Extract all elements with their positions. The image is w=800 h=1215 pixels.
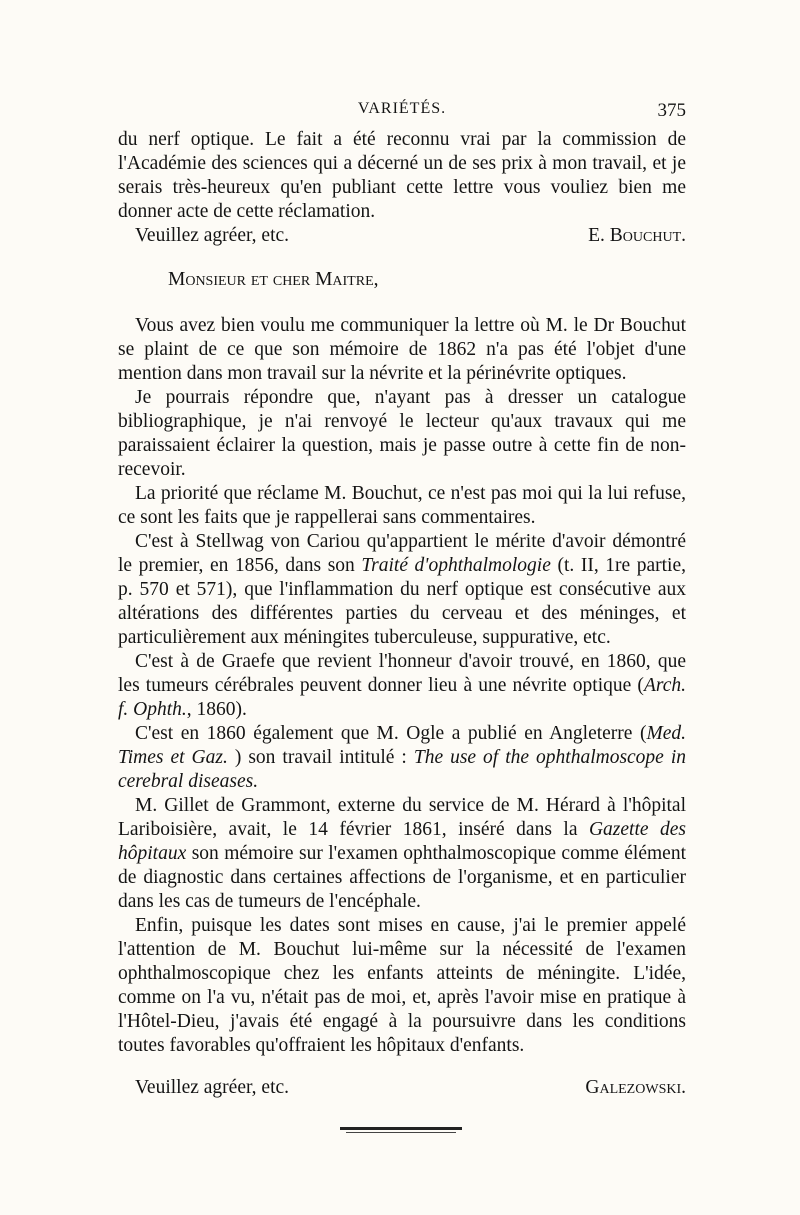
letter1-signature: E. Bouchut. [588,225,686,246]
letter2-signature: Galezowski. [585,1077,686,1098]
letter1-paragraph: du nerf optique. Le fait a été reconnu vrai par la commission de l'Académie des sciences qui a décerné un de ses prix à mon travail, et je serais très-heureux qu'en publiant cette lettre vous vouliez bien me donner acte de cette réclamation. [118,129,686,222]
letter1-closing-line [118,224,686,248]
letter2-paragraph-2: Je pourrais répondre que, n'ayant pas à dresser un catalogue bibliographique, je n'ai renvoyé le lecteur qu'aux travaux qui me paraissaient éclairer la question, mais je passe outre à cette fin de non-recevoir. [118,387,686,480]
letter2-paragraph-6 [118,722,686,794]
p4-text-a: C'est à Stellwag von Cariou qu'appartient le mérite d'avoir démontré le premier, en 1856, dans son [118,531,686,576]
letter2-paragraph-3: La priorité que réclame M. Bouchut, ce n'est pas moi qui la lui refuse, ce sont les faits que je rappellerai sans commentaires. [118,483,686,528]
p6-work-title: The use of the ophthalmoscope in cerebral diseases. [118,747,686,792]
p5-citation: Arch. f. Ophth. [118,675,686,720]
letter2-paragraph-8: Enfin, puisque les dates sont mises en cause, j'ai le premier appelé l'attention de M. Bouchut lui-même sur la nécessité de l'examen ophthalmoscopique chez les enfants atteints de méningite. L'idée, comme on l'a vu, n'était pas de moi, et, après l'avoir mise en pratique à l'Hôtel-Dieu, j'avais été engagé à la poursuivre dans les conditions toutes favorables qu'offraient les hôpitaux d'enfants. [118,915,686,1056]
page-body [118,128,686,1100]
letter2-closing-line [118,1076,686,1100]
p4-citation: Traité d'ophthalmologie [361,555,551,576]
p4-text-c: (t. II, 1re partie, p. 570 et 571), que l'inflammation du nerf optique est consécutive aux altérations des différentes parties du cerveau et des méninges, et particulièrement aux méningites tuberculeuse, suppurative, etc. [118,555,687,648]
p6-citation: Med. Times et Gaz. [118,723,686,768]
letter2-paragraph-4 [118,530,686,650]
p7-text-a: M. Gillet de Grammont, externe du service de M. Hérard à l'hôpital Lariboisière, avait, le 14 février 1861, inséré dans la [118,795,686,840]
letter2-salutation: Monsieur et cher Maitre, [168,269,379,290]
p7-citation: Gazette des hôpitaux [118,819,686,864]
letter2-paragraph-5 [118,650,686,722]
letter2-paragraph-1: Vous avez bien voulu me communiquer la lettre où M. le Dr Bouchut se plaint de ce que son mémoire de 1862 n'a pas été l'objet d'une mention dans mon travail sur la névrite et la périnévrite optiques. [118,315,686,384]
p5-text-c: , 1860). [186,699,247,720]
page-number: 375 [657,100,686,121]
running-title: VARIÉTÉS. [357,100,447,117]
letter2-closing: Veuillez agréer, etc. [135,1077,290,1098]
p7-text-c: son mémoire sur l'examen ophthalmoscopique comme élément de diagnostic dans certaines affections de l'organisme, et en particulier dans les cas de tumeurs de l'encéphale. [118,843,686,912]
letter2-paragraph-7 [118,794,686,914]
p6-text-c: ) son travail intitulé : [227,747,414,768]
p5-text-a: C'est à de Graefe que revient l'honneur d'avoir trouvé, en 1860, que les tumeurs cérébrales peuvent donner lieu à une névrite optique ( [118,651,686,696]
p6-text-a: C'est en 1860 également que M. Ogle a publié en Angleterre ( [135,723,647,744]
running-head [118,100,686,126]
letter1-closing: Veuillez agréer, etc. [135,225,290,246]
closing-rule [340,1127,462,1130]
